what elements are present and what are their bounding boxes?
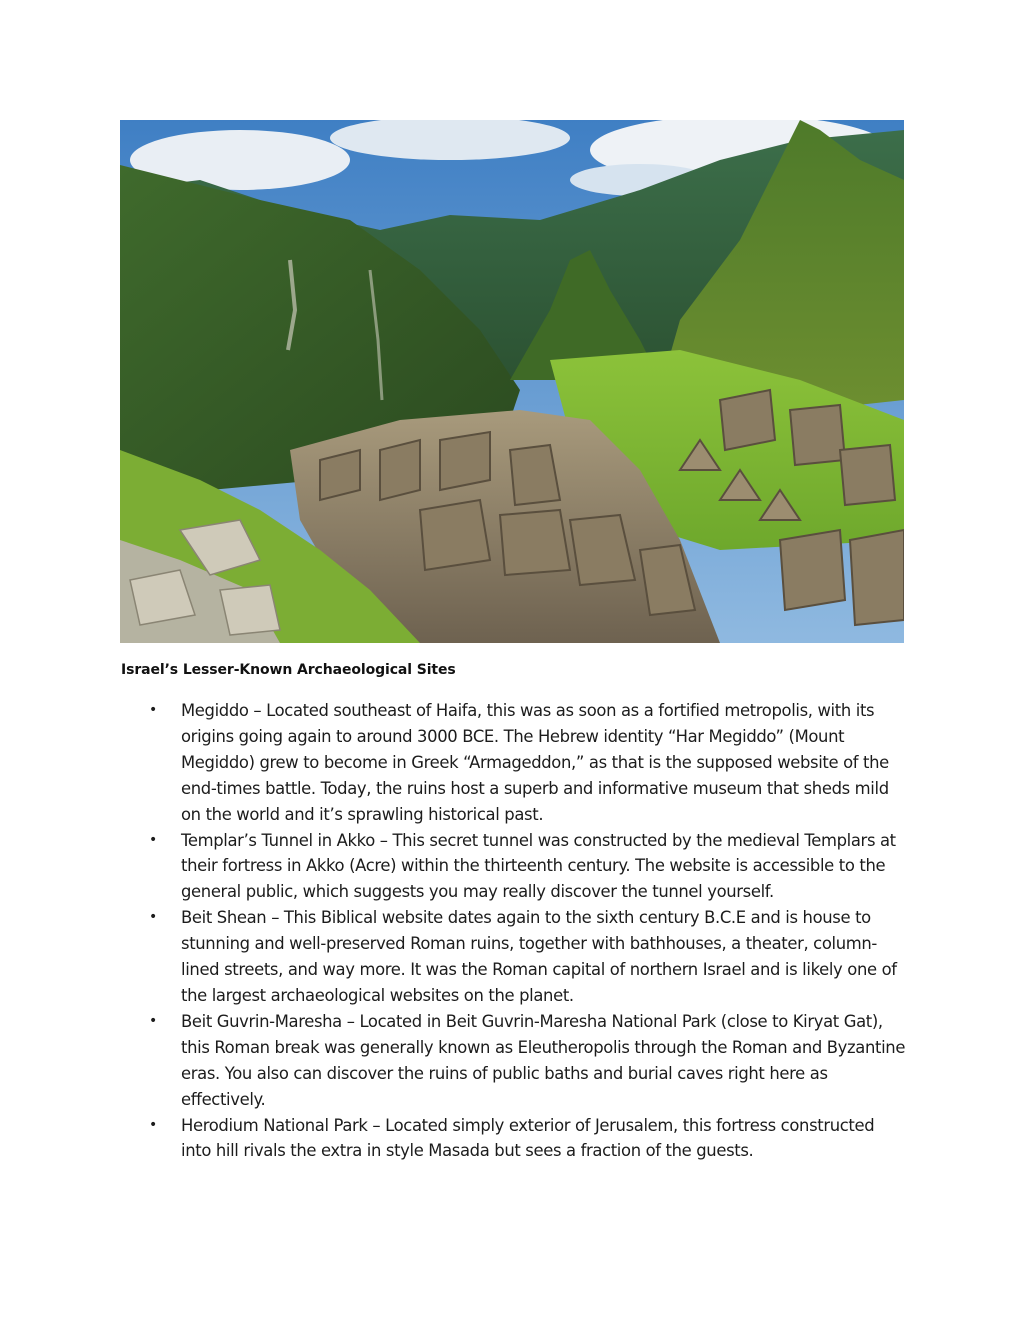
ruins-illustration: [120, 120, 904, 643]
list-item-text: Beit Shean – This Biblical website dates again to the sixth century B.C.E and is house to stunning and well-preserved Roman ruins, together with bathhouses, a theater, column-lined streets, and way more. It was the Roman capital of northern Israel and is likely one of the largest archaeological websites on the planet.: [181, 908, 897, 1005]
list-item: [149, 905, 909, 1009]
bullet-icon: •: [149, 909, 157, 926]
bullet-icon: •: [149, 1116, 157, 1133]
list-item-text: Megiddo – Located southeast of Haifa, this was as soon as a fortified metropolis, with its origins going again to around 3000 BCE. The Hebrew identity “Har Megiddo” (Mount Megiddo) grew to become in Greek “Armageddon,” as that is the supposed website of the end-times battle. Today, the ruins host a superb and informative museum that sheds mild on the world and it’s sprawling historical past.: [181, 701, 889, 824]
list-item-text: Beit Guvrin-Maresha – Located in Beit Guvrin-Maresha National Park (close to Kiryat Gat), this Roman break was generally known as Eleutheropolis through the Roman and Byzantine eras. You also can discover the ruins of public baths and burial caves right here as effectively.: [181, 1011, 906, 1109]
bullet-icon: •: [149, 831, 157, 848]
list-item: [149, 1009, 909, 1113]
list-item: [149, 828, 909, 906]
list-item: [149, 1113, 909, 1165]
list-item-text: Templar’s Tunnel in Akko – This secret tunnel was constructed by the medieval Templars at their fortress in Akko (Acre) within the thirteenth century. The website is accessible to the general public, which suggests you may really discover the tunnel yourself.: [181, 830, 896, 902]
bullet-icon: •: [149, 702, 157, 718]
landscape-photo: [120, 120, 904, 643]
list-item-text: Herodium National Park – Located simply exterior of Jerusalem, this fortress constructed into hill rivals the extra in style Masada but sees a fraction of the guests.: [181, 1115, 875, 1161]
bullet-icon: •: [149, 1012, 157, 1029]
list-item: [149, 698, 909, 828]
site-list: [149, 698, 909, 1164]
section-heading: Israel’s Lesser-Known Archaeological Sites: [121, 662, 456, 678]
